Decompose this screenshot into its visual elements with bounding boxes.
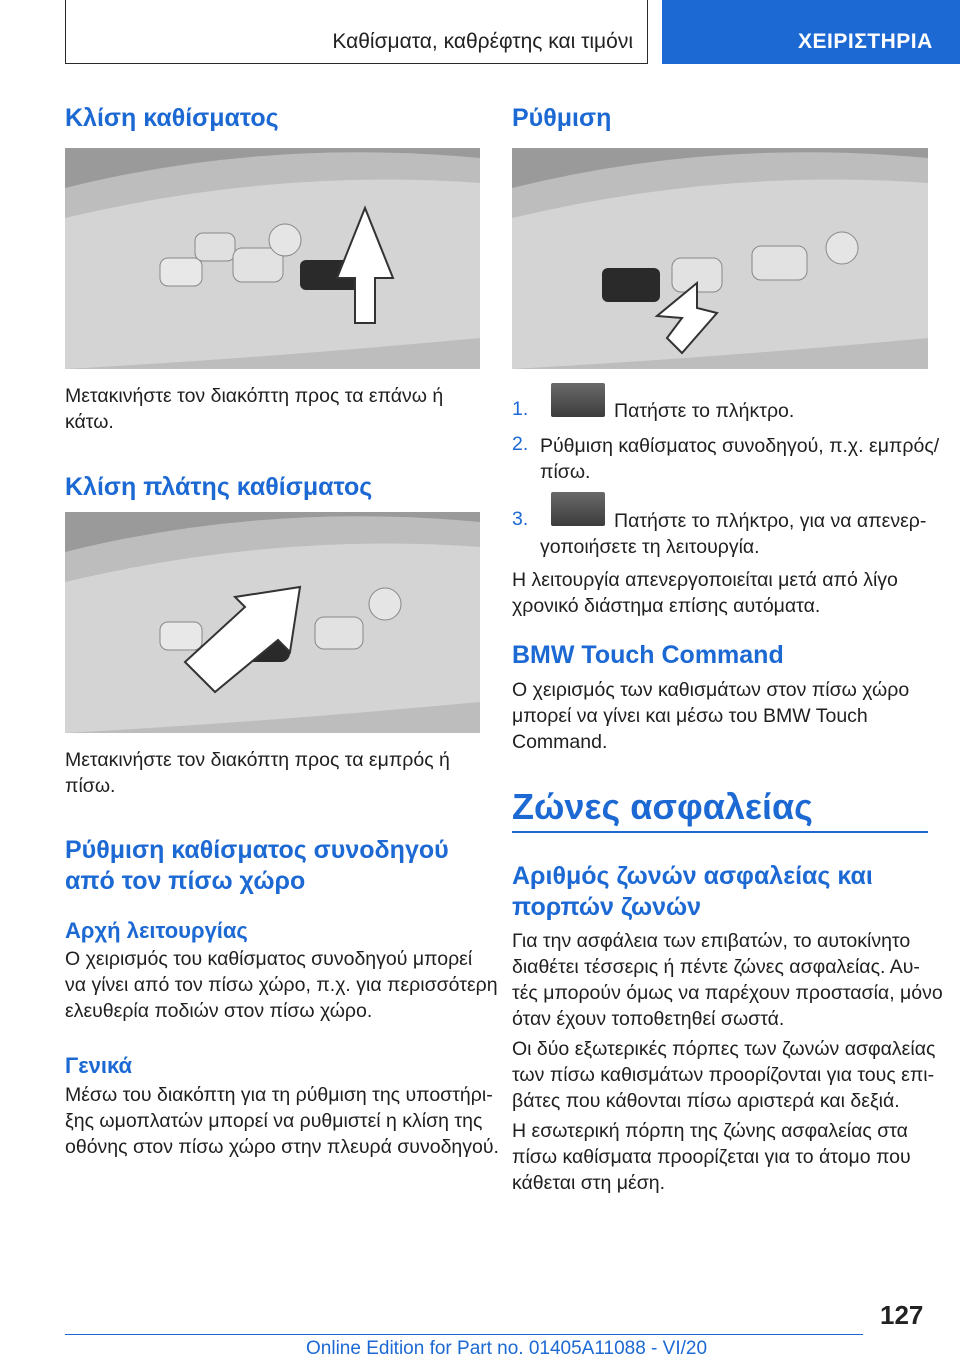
- para-backrest-tilt: [65, 747, 450, 799]
- heading-general: Γενικά: [65, 1053, 133, 1078]
- section-rule: [512, 831, 928, 833]
- text-line: τές μπορούν όμως να παρέχουν προστασία, μόνο: [512, 982, 943, 1004]
- text-line: πίσω.: [540, 461, 591, 483]
- text-line: Μετακινήστε τον διακόπτη προς τα εμπρός ή: [65, 749, 450, 771]
- heading-line: από τον πίσω χώρο: [65, 867, 306, 895]
- text-line: πίσω.: [65, 775, 116, 797]
- heading-passenger-from-rear: [65, 835, 449, 897]
- para-auto-off: [512, 567, 898, 619]
- step-3-text-line1: Πατήστε το πλήκτρο, για να απενερ-: [614, 510, 927, 532]
- header-section-tab: [662, 0, 960, 64]
- heading-backrest-tilt: Κλίση πλάτης καθίσματος: [65, 473, 373, 501]
- text-line: Η λειτουργία απενεργοποιείται μετά από λίγο: [512, 569, 898, 591]
- text-line: Η εσωτερική πόρπη της ζώνης ασφαλείας στα: [512, 1120, 908, 1142]
- photo-backrest-switch: [65, 512, 480, 733]
- step-1-text: Πατήστε το πλήκτρο.: [614, 400, 795, 422]
- heading-line: Αριθμός ζωνών ασφαλείας και: [512, 862, 873, 890]
- text-line: Για την ασφάλεια των επιβατών, το αυτοκίνητο: [512, 930, 911, 952]
- text-line: Command.: [512, 731, 608, 753]
- text-line: Οι δύο εξωτερικές πόρπες των ζωνών ασφαλείας: [512, 1038, 936, 1060]
- seat-button-icon: [551, 383, 605, 417]
- step-2-text: [540, 433, 939, 485]
- heading-principle: Αρχή λειτουργίας: [65, 918, 248, 943]
- photo-rear-seat-button: [512, 148, 928, 369]
- para-seat-tilt: [65, 383, 443, 435]
- text-line: Μετακινήστε τον διακόπτη προς τα επάνω ή: [65, 385, 444, 407]
- text-line: ξης ωμοπλατών μπορεί να ρυθμιστεί η κλίση της: [65, 1110, 483, 1132]
- text-line: όταν έχουν τοποθετηθεί σωστά.: [512, 1008, 785, 1030]
- heading-line: Ρύθμιση καθίσματος συνοδηγού: [65, 836, 449, 864]
- heading-touch-command: BMW Touch Command: [512, 641, 784, 669]
- step-3-number: 3.: [512, 508, 529, 530]
- header-chapter-box: [65, 0, 648, 64]
- text-line: των πίσω καθισμάτων προορίζονται για τους επι-: [512, 1064, 935, 1086]
- heading-adjust: Ρύθμιση: [512, 104, 612, 132]
- text-line: μπορεί να γίνει και μέσω του BMW Touch: [512, 705, 868, 727]
- section-title: ΧΕΙΡΙΣΤΗΡΙΑ: [798, 30, 933, 53]
- para-belt-1: [512, 928, 943, 1032]
- heading-seat-tilt: Κλίση καθίσματος: [65, 104, 279, 132]
- heading-line: πορπών ζωνών: [512, 893, 702, 921]
- para-general: [65, 1082, 499, 1160]
- step-1-number: 1.: [512, 398, 529, 420]
- seat-button-icon: [551, 492, 605, 526]
- page-number: 127: [880, 1300, 924, 1330]
- chapter-title: Καθίσματα, καθρέφτης και τιμόνι: [332, 30, 633, 53]
- step-3-text-line2: γοποιήσετε τη λειτουργία.: [540, 536, 760, 558]
- para-belt-2: [512, 1036, 935, 1114]
- para-touch-command: [512, 677, 909, 755]
- photo-seat-tilt-switch: [65, 148, 480, 369]
- text-line: κάτω.: [65, 411, 114, 433]
- text-line: χρονικό διάστημα επίσης αυτόματα.: [512, 595, 821, 617]
- text-line: να γίνει από τον πίσω χώρο, π.χ. για περισσότερη: [65, 974, 498, 996]
- text-line: Ρύθμιση καθίσματος συνοδηγού, π.χ. εμπρός/: [540, 435, 940, 457]
- para-principle: [65, 946, 498, 1024]
- text-line: οθόνης στον πίσω χώρο στην πλευρά συνοδηγού.: [65, 1136, 499, 1158]
- text-line: Ο χειρισμός των καθισμάτων στον πίσω χώρο: [512, 679, 910, 701]
- heading-seat-belts: Ζώνες ασφαλείας: [512, 786, 813, 827]
- para-belt-3: [512, 1118, 911, 1196]
- text-line: Μέσω του διακόπτη για τη ρύθμιση της υποστήρι-: [65, 1084, 493, 1106]
- step-2-number: 2.: [512, 433, 529, 455]
- footer-edition: Online Edition for Part no. 01405A11088 - VI/20: [306, 1338, 708, 1359]
- text-line: πίσω καθίσματα προορίζεται για το άτομο που: [512, 1146, 911, 1168]
- text-line: βάτες που κάθονται πίσω αριστερά και δεξιά.: [512, 1090, 900, 1112]
- text-line: κάθεται στη μέση.: [512, 1172, 666, 1194]
- text-line: ελευθερία ποδιών στον πίσω χώρο.: [65, 1000, 373, 1022]
- text-line: Ο χειρισμός του καθίσματος συνοδηγού μπορεί: [65, 948, 473, 970]
- heading-belt-count: [512, 861, 873, 923]
- text-line: διαθέτει τέσσερις ή πέντε ζώνες ασφαλείας. Αυ-: [512, 956, 920, 978]
- footer-rule: [65, 1334, 863, 1335]
